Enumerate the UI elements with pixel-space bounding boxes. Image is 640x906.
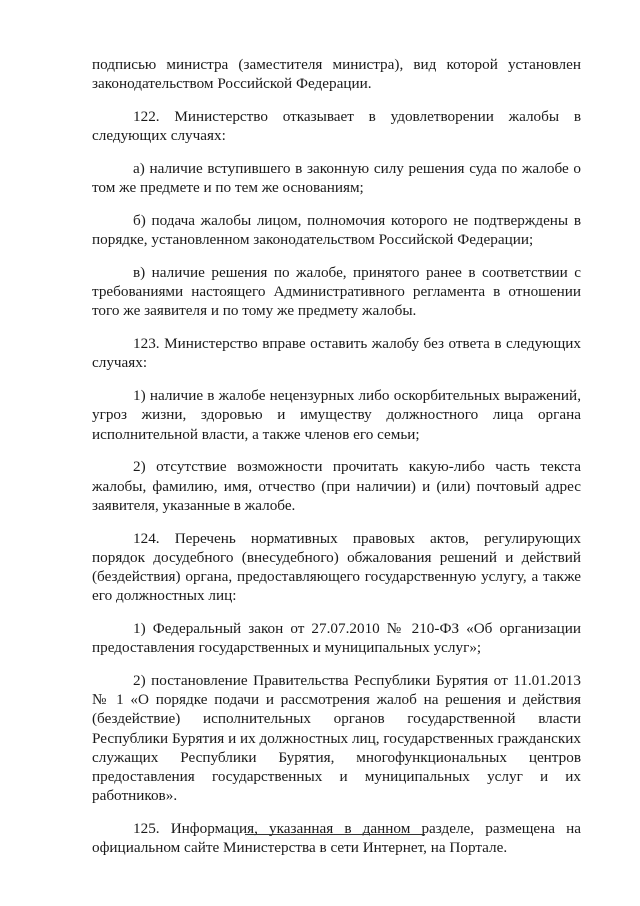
document-page — [92, 55, 581, 871]
paragraph-122: 122. Министерство отказывает в удовлетворении жалобы в следующих случаях: — [92, 108, 581, 145]
end-of-section-divider — [245, 834, 425, 835]
paragraph-124-2: 2) постановление Правительства Республики Бурятия от 11.01.2013 № 1 «О порядке подачи и рассмотрения жалоб на решения и действия (бездействие) исполнительных органов государственной власти Республики Бурятия и их должностных лиц, государственных гражданских служащих Республики Бурятия, многофункциональных центров предоставления государственных и муниципальных услуг и их работников». — [92, 672, 581, 805]
paragraph-122-b: б) подача жалобы лицом, полномочия которого не подтверждены в порядке, установленном законодательством Российской Федерации; — [92, 212, 581, 249]
paragraph-continuation: подписью министра (заместителя министра), вид которой установлен законодательством Российской Федерации. — [92, 56, 581, 93]
paragraph-124-1: 1) Федеральный закон от 27.07.2010 № 210-ФЗ «Об организации предоставления государственных и муниципальных услуг»; — [92, 620, 581, 657]
paragraph-122-a: а) наличие вступившего в законную силу решения суда по жалобе о том же предмете и по тем же основаниям; — [92, 160, 581, 197]
paragraph-123-2: 2) отсутствие возможности прочитать какую-либо часть текста жалобы, фамилию, имя, отчество (при наличии) и (или) почтовый адрес заявителя, указанные в жалобе. — [92, 458, 581, 514]
paragraph-123-1: 1) наличие в жалобе нецензурных либо оскорбительных выражений, угроз жизни, здоровью и имуществу должностного лица органа исполнительной власти, а также членов его семьи; — [92, 387, 581, 443]
paragraph-125: 125. Информация, указанная в данном разделе, размещена на официальном сайте Министерства в сети Интернет, на Портале. — [92, 820, 581, 857]
paragraph-122-c: в) наличие решения по жалобе, принятого ранее в соответствии с требованиями настоящего Административного регламента в отношении того же заявителя и по тому же предмету жалобы. — [92, 264, 581, 320]
paragraph-123: 123. Министерство вправе оставить жалобу без ответа в следующих случаях: — [92, 335, 581, 372]
paragraph-124: 124. Перечень нормативных правовых актов, регулирующих порядок досудебного (внесудебного) обжалования решений и действий (бездействия) органа, предоставляющего государственную услугу, а также его должностных лиц: — [92, 529, 581, 605]
